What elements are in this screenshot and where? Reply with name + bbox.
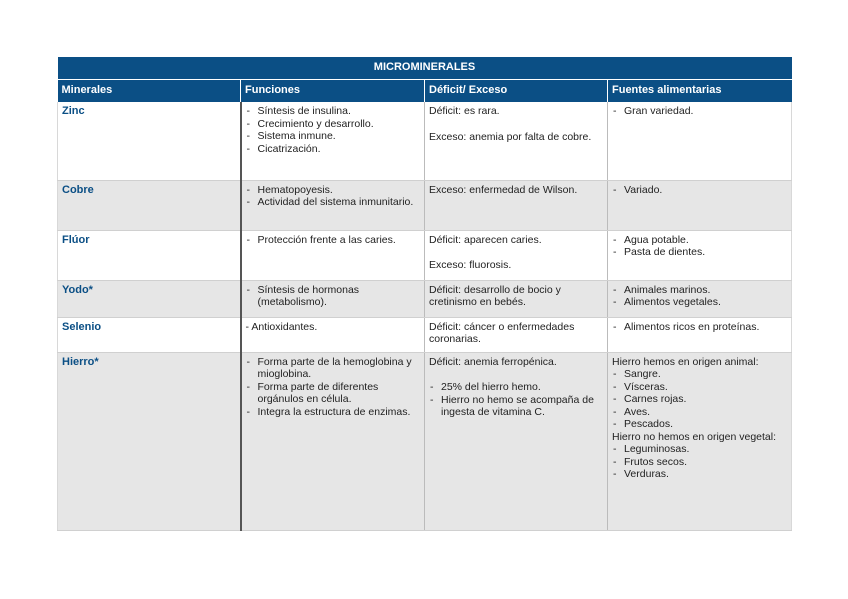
mineral-name: Flúor (58, 230, 241, 280)
header-deficit-exceso: Déficit/ Exceso (425, 80, 608, 103)
table-row-selenio (58, 317, 792, 352)
list-item: - Gran variedad. (612, 105, 787, 118)
fuentes-cell (608, 180, 792, 230)
list-item: - Pasta de dientes. (612, 246, 787, 259)
list-item: - Síntesis de hormonas (metabolismo). (246, 284, 421, 309)
header-funciones: Funciones (241, 80, 425, 103)
list-item: - Alimentos vegetales. (612, 296, 787, 309)
deficit-text: Déficit: es rara. (429, 105, 500, 117)
deficit-text: Déficit: aparecen caries. (429, 233, 542, 246)
deficit-cell (425, 352, 608, 530)
fuentes-heading-animal: Hierro hemos en origen animal: (612, 355, 759, 368)
deficit-cell (425, 102, 608, 180)
list-item: - Forma parte de diferentes orgánulos en célula. (246, 381, 421, 406)
list-item: - Hierro no hemo se acompaña de ingesta de vitamina C. (429, 394, 603, 419)
table-row-hierro (58, 352, 792, 530)
fuentes-cell (608, 230, 792, 280)
list-item: - Síntesis de insulina. (246, 105, 421, 118)
deficit-cell (425, 180, 608, 230)
table-row-fluor (58, 230, 792, 280)
list-item: - Sangre. (612, 368, 787, 381)
list-item: - Agua potable. (612, 234, 787, 247)
fuentes-cell (608, 352, 792, 530)
exceso-text: Exceso: enfermedad de Wilson. (429, 183, 578, 196)
mineral-name: Zinc (58, 102, 241, 180)
list-item: - Frutos secos. (612, 456, 787, 469)
list-item: - Vísceras. (612, 381, 787, 394)
deficit-text: Déficit: desarrollo de bocio y cretinismo en bebés. (429, 283, 561, 308)
list-item: - Variado. (612, 184, 787, 197)
deficit-cell (425, 280, 608, 317)
list-item: - Integra la estructura de enzimas. (246, 406, 421, 419)
deficit-text: Déficit: anemia ferropénica. (429, 355, 557, 368)
table-title: MICROMINERALES (58, 57, 792, 80)
list-item: - Alimentos ricos en proteínas. (612, 321, 787, 334)
exceso-text: Exceso: fluorosis. (429, 259, 512, 271)
fuentes-cell (608, 102, 792, 180)
mineral-name: Selenio (58, 317, 241, 352)
fuentes-heading-vegetal: Hierro no hemos en origen vegetal: (612, 430, 777, 443)
list-item: - Carnes rojas. (612, 393, 787, 406)
list-item: - Protección frente a las caries. (246, 234, 421, 247)
list-item: - Crecimiento y desarrollo. (246, 118, 421, 131)
deficit-text: Déficit: cáncer o enfermedades coronarias. (429, 320, 575, 345)
list-item: - 25% del hierro hemo. (429, 381, 603, 394)
funciones-cell (241, 352, 425, 530)
funciones-cell (241, 230, 425, 280)
microminerales-table-wrapper (57, 57, 791, 531)
table-row-yodo (58, 280, 792, 317)
list-item: - Cicatrización. (246, 143, 421, 156)
header-minerales: Minerales (58, 80, 241, 103)
deficit-cell (425, 317, 608, 352)
list-item: - Actividad del sistema inmunitario. (246, 196, 421, 209)
deficit-cell (425, 230, 608, 280)
list-item: - Pescados. (612, 418, 787, 431)
table-row-cobre (58, 180, 792, 230)
header-fuentes: Fuentes alimentarias (608, 80, 792, 103)
funciones-cell (241, 317, 425, 352)
list-item: - Aves. (612, 406, 787, 419)
fuentes-cell (608, 280, 792, 317)
table-row-zinc (58, 102, 792, 180)
funciones-cell (241, 180, 425, 230)
exceso-text: Exceso: anemia por falta de cobre. (429, 130, 592, 143)
list-item: - Sistema inmune. (246, 130, 421, 143)
list-item: - Leguminosas. (612, 443, 787, 456)
funciones-cell (241, 102, 425, 180)
funciones-text: - Antioxidantes. (245, 320, 318, 333)
list-item: - Forma parte de la hemoglobina y mioglobina. (246, 356, 421, 381)
list-item: - Verduras. (612, 468, 787, 481)
funciones-cell (241, 280, 425, 317)
list-item: - Animales marinos. (612, 284, 787, 297)
microminerales-table (57, 57, 792, 531)
mineral-name: Cobre (58, 180, 241, 230)
mineral-name: Hierro* (58, 352, 241, 530)
mineral-name: Yodo* (58, 280, 241, 317)
list-item: - Hematopoyesis. (246, 184, 421, 197)
fuentes-cell (608, 317, 792, 352)
